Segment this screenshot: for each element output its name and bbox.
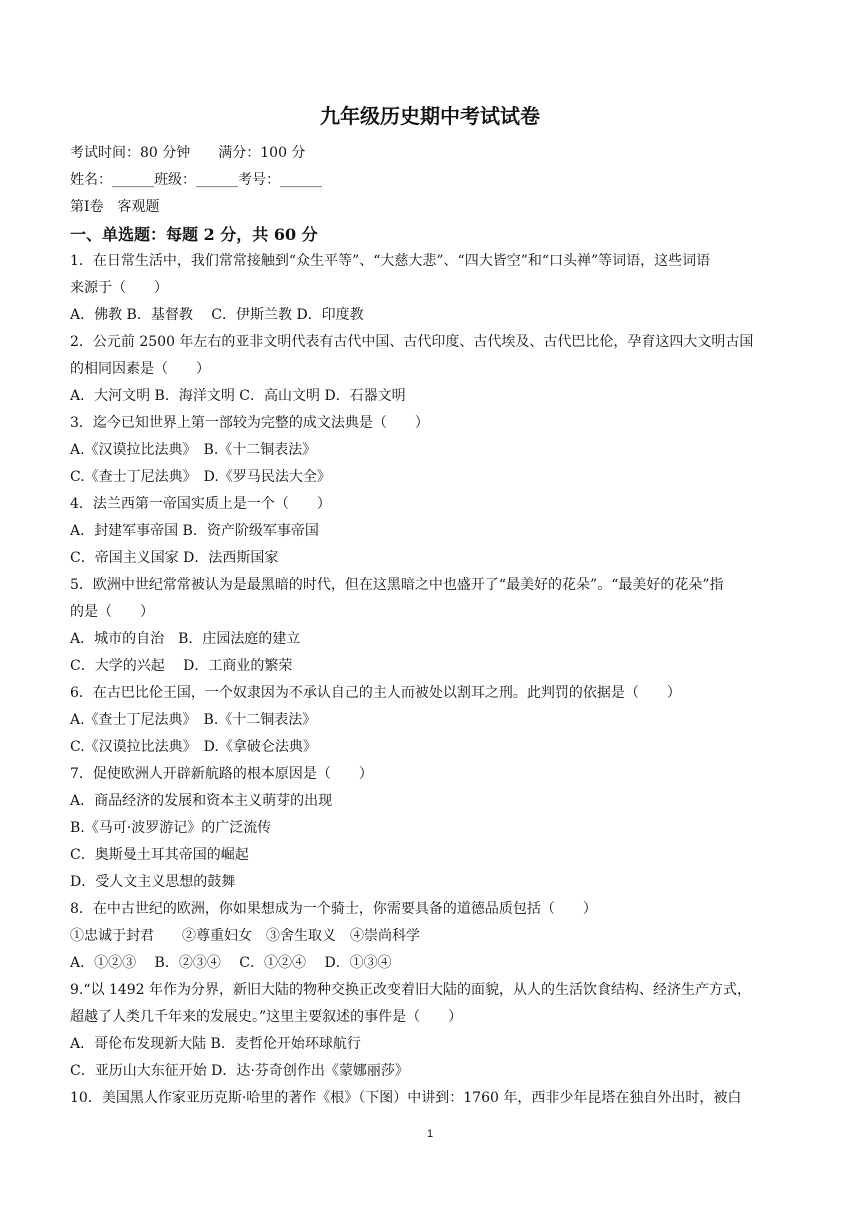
exam-info-line: 考试时间：80 分钟 满分：100 分 (70, 145, 306, 161)
answer-options: D．受人文主义思想的鼓舞 (70, 874, 236, 890)
question-text: 1．在日常生活中，我们常常接触到“众生平等”、“大慈大悲”、“四大皆空”和“口头禅”等词语，这些词语 (70, 253, 711, 269)
answer-options: C．帝国主义国家 D．法西斯国家 (70, 550, 279, 566)
answer-options: C．亚历山大东征开始 D．达·芬奇创作出《蒙娜丽莎》 (70, 1063, 409, 1079)
answer-options: A．城市的自治 B．庄园法庭的建立 (70, 631, 301, 647)
question-text: 来源于（ ） (70, 280, 168, 296)
answer-options: A．哥伦布发现新大陆 B．麦哲伦开始环球航行 (70, 1036, 361, 1052)
page-number: 1 (426, 1128, 434, 1140)
question-text: 10．美国黑人作家亚历克斯·哈里的著作《根》（下图）中讲到：1760 年，西非少年昆塔在独自外出时，被白 (70, 1090, 742, 1106)
question-text: 的相同因素是（ ） (70, 361, 210, 377)
answer-options: C．奥斯曼土耳其帝国的崛起 (70, 847, 249, 863)
answer-options: A.《汉谟拉比法典》 B.《十二铜表法》 (70, 442, 317, 458)
section-heading: 一、单选题：每题 2 分，共 60 分 (70, 225, 318, 244)
answer-options: A．大河文明 B．海洋文明 C．高山文明 D．石器文明 (70, 388, 406, 404)
answer-options: C.《汉谟拉比法典》 D.《拿破仑法典》 (70, 739, 317, 755)
exam-title: 九年级历史期中考试试卷 (320, 104, 540, 128)
answer-options: A.《查士丁尼法典》 B.《十二铜表法》 (70, 712, 317, 728)
answer-options: A．商品经济的发展和资本主义萌芽的出现 (70, 793, 333, 809)
question-text: 2．公元前 2500 年左右的亚非文明代表有古代中国、古代印度、古代埃及、古代巴比伦，孕育这四大文明古国 (70, 334, 754, 350)
exam-info-line: 姓名：______班级：______考号：______ (70, 172, 322, 188)
exam-content (70, 140, 794, 1112)
answer-options: A．①②③ B．②③④ C．①②④ D．①③④ (70, 955, 392, 971)
question-text: 6．在古巴比伦王国，一个奴隶因为不承认自己的主人而被处以割耳之刑。此判罚的依据是（ ） (70, 685, 681, 701)
exam-info-line: 第Ⅰ卷 客观题 (70, 199, 160, 215)
question-text: 7．促使欧洲人开辟新航路的根本原因是（ ） (70, 766, 373, 782)
answer-options: B.《马可·波罗游记》的广泛流传 (70, 820, 272, 836)
question-text: 4．法兰西第一帝国实质上是一个（ ） (70, 496, 331, 512)
question-text: 5．欧洲中世纪常常被认为是最黑暗的时代，但在这黑暗之中也盛开了“最美好的花朵”。“最美好的花朵”指 (70, 577, 724, 593)
answer-options: C.《查士丁尼法典》 D.《罗马民法大全》 (70, 469, 331, 485)
question-text: 3．迄今已知世界上第一部较为完整的成文法典是（ ） (70, 415, 429, 431)
answer-options: A．封建军事帝国 B．资产阶级军事帝国 (70, 523, 319, 539)
answer-options: A．佛教 B．基督教 C．伊斯兰教 D．印度教 (70, 307, 364, 323)
question-text: 9.“以 1492 年作为分界，新旧大陆的物种交换正改变着旧大陆的面貌，从人的生活饮食结构、经济生产方式， (70, 982, 752, 998)
question-text: 的是（ ） (70, 604, 154, 620)
answer-options: ①忠诚于封君 ②尊重妇女 ③舍生取义 ④崇尚科学 (70, 928, 420, 944)
answer-options: C．大学的兴起 D．工商业的繁荣 (70, 658, 293, 674)
question-text: 8．在中古世纪的欧洲，你如果想成为一个骑士，你需要具备的道德品质包括（ ） (70, 901, 597, 917)
question-text: 超越了人类几千年来的发展史。”这里主要叙述的事件是（ ） (70, 1009, 463, 1025)
